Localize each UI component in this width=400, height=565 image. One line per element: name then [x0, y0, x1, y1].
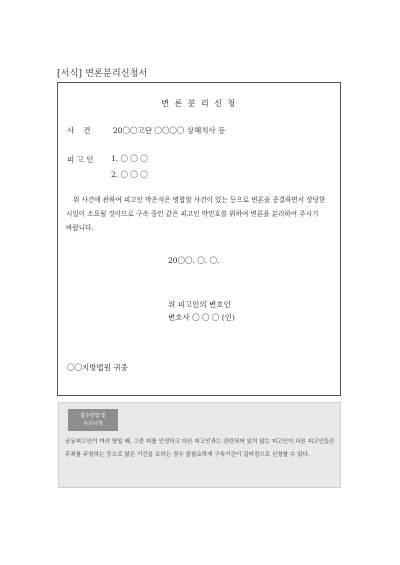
- case-label: 사건: [67, 126, 100, 135]
- notes-badge-line: 접수방법 및: [80, 413, 106, 419]
- form-label: [서식] 변론분리신청서: [57, 69, 148, 79]
- defendant-item: 1. 〇 〇 〇: [111, 154, 148, 163]
- signer-role: 위 피고인의 변호인: [168, 300, 231, 309]
- document-date: 20〇〇. 〇. 〇.: [168, 256, 220, 265]
- notes-badge-line: 유의사항: [83, 421, 103, 427]
- case-value: 20〇〇고단 〇〇〇〇 상해치사 등: [113, 126, 226, 135]
- notes-text: 공동피고인이 여러 명일 때, 그중 피를 인정하고 다른 피고인과는 관련되어 있지 않는 피고인이 다른 피고인들은 무죄를 주장하는 등으로 많은 기간을 요하는 경우 불필요하게 구속기간이 길어짐으로 신청할 수 있다.: [65, 439, 335, 458]
- filing-notes-box: [58, 402, 341, 488]
- defendant-item: 2. 〇 〇 〇: [111, 170, 148, 179]
- defendant-label: 피 고 인: [67, 155, 94, 164]
- document-title: 변 론 분 리 신 청: [161, 99, 237, 108]
- notes-badge: [68, 409, 118, 431]
- application-document: [57, 82, 341, 396]
- signer-name: 변호사 〇 〇 〇 (인): [168, 313, 235, 322]
- body-paragraph: 위 사건에 관하여 피고인 박은석은 병합할 사건이 있는 등으로 변론을 종결하면서 상당한 시일이 소요될 것이므로 구속 중인 같은 피고인 박민호를 위하여 변론을 분리하여 주시기 바랍니다.: [66, 196, 326, 232]
- court-addressee: 〇〇지방법원 귀중: [67, 363, 128, 372]
